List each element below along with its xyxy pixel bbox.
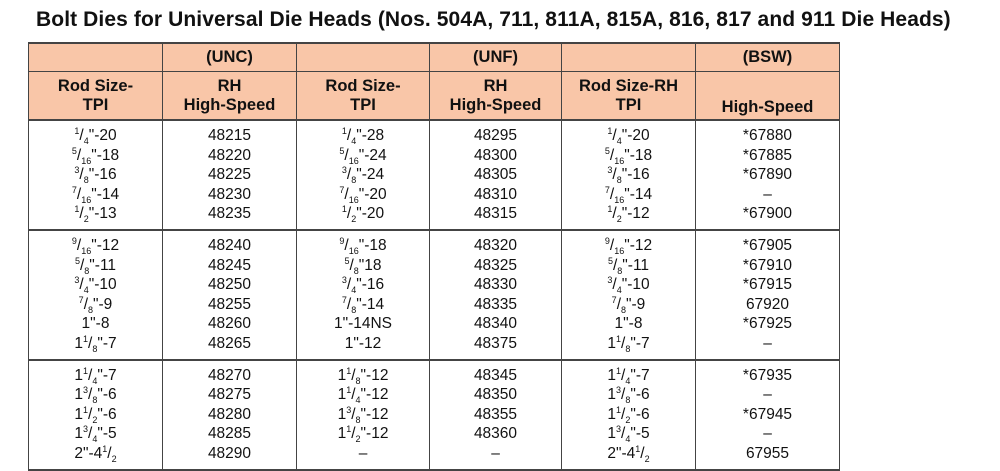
table-block-1 (29, 120, 840, 230)
cell-unf-rod-size: – (297, 444, 430, 470)
cell-unf-rod-size: 1"-14NS (297, 314, 430, 334)
cell-unc-rod-size: $^7/_8"-9$ (29, 295, 163, 315)
cell-unc-high-speed: 48250 (163, 275, 297, 295)
cell-bsw-high-speed: *67890 (696, 165, 840, 185)
cell-unc-rod-size: $^7/_{16}"-14$ (29, 185, 163, 205)
cell-unc-high-speed: 48260 (163, 314, 297, 334)
cell-unf-rod-size: $^3/_4"-16$ (297, 275, 430, 295)
cell-bsw-rod-size: $1^1/_8"-7$ (562, 334, 696, 360)
column-header-bsw-rod-size: Rod Size-RH TPI (562, 72, 696, 121)
cell-unc-high-speed: 48270 (163, 360, 297, 386)
cell-bsw-high-speed: – (696, 424, 840, 444)
cell-unf-rod-size: $1^3/_8"-12$ (297, 405, 430, 425)
cell-unc-high-speed: 48240 (163, 230, 297, 256)
cell-unc-rod-size: $^1/_4"-20$ (29, 120, 163, 146)
table-row (29, 230, 840, 256)
page-title: Bolt Dies for Universal Die Heads (Nos. 504A, 711, 811A, 815A, 816, 817 and 911 Die Heads) (36, 8, 951, 31)
table-row (29, 424, 840, 444)
cell-unc-rod-size: 1"-8 (29, 314, 163, 334)
cell-unc-high-speed: 48245 (163, 256, 297, 276)
table-row (29, 165, 840, 185)
cell-bsw-high-speed: *67885 (696, 146, 840, 166)
cell-unf-rod-size: $1^1/_2"-12$ (297, 424, 430, 444)
cell-unc-rod-size: $1^3/_4"-5$ (29, 424, 163, 444)
cell-bsw-high-speed: – (696, 185, 840, 205)
cell-unc-high-speed: 48215 (163, 120, 297, 146)
column-header-unc-high-speed: RH High-Speed (163, 72, 297, 121)
cell-unc-high-speed: 48225 (163, 165, 297, 185)
cell-bsw-rod-size: $1^3/_4"-5$ (562, 424, 696, 444)
table-row (29, 120, 840, 146)
cell-bsw-high-speed: *67945 (696, 405, 840, 425)
column-header-unf-high-speed: RH High-Speed (430, 72, 562, 121)
cell-unc-high-speed: 48265 (163, 334, 297, 360)
table-row (29, 405, 840, 425)
cell-unc-rod-size: $1^1/_4"-7$ (29, 360, 163, 386)
cell-unf-high-speed: 48375 (430, 334, 562, 360)
cell-bsw-rod-size: $1^1/_2"-6$ (562, 405, 696, 425)
table-block-3 (29, 360, 840, 470)
cell-unc-rod-size: $^9/_{16}"-12$ (29, 230, 163, 256)
table-header (29, 43, 840, 120)
cell-unf-rod-size: $^7/_{16}"-20$ (297, 185, 430, 205)
cell-unf-high-speed: 48305 (430, 165, 562, 185)
cell-unf-high-speed: 48310 (430, 185, 562, 205)
cell-bsw-high-speed: – (696, 385, 840, 405)
cell-unc-high-speed: 48290 (163, 444, 297, 470)
cell-unf-high-speed: 48355 (430, 405, 562, 425)
table-row (29, 185, 840, 205)
table-row (29, 314, 840, 334)
column-header-unf-rod-size: Rod Size- TPI (297, 72, 430, 121)
bolt-dies-table (28, 42, 840, 471)
cell-bsw-rod-size: $^1/_4"-20$ (562, 120, 696, 146)
cell-bsw-high-speed: *67900 (696, 204, 840, 230)
cell-unf-high-speed: – (430, 444, 562, 470)
cell-unf-high-speed: 48320 (430, 230, 562, 256)
cell-unf-rod-size: $^9/_{16}"-18$ (297, 230, 430, 256)
cell-unc-rod-size: $2"-4^1/_2$ (29, 444, 163, 470)
cell-bsw-rod-size: $2"-4^1/_2$ (562, 444, 696, 470)
cell-bsw-rod-size: $^1/_2"-12$ (562, 204, 696, 230)
cell-unf-rod-size: $1^1/_4"-12$ (297, 385, 430, 405)
table-row (29, 385, 840, 405)
cell-unc-rod-size: $^5/_8"-11$ (29, 256, 163, 276)
column-header-row (29, 72, 840, 121)
cell-bsw-rod-size: $^9/_{16}"-12$ (562, 230, 696, 256)
cell-bsw-high-speed: – (696, 334, 840, 360)
table-row (29, 275, 840, 295)
cell-unf-rod-size: $^3/_8"-24$ (297, 165, 430, 185)
cell-unc-high-speed: 48275 (163, 385, 297, 405)
cell-unf-rod-size: $^5/_{16}"-24$ (297, 146, 430, 166)
cell-unf-high-speed: 48330 (430, 275, 562, 295)
cell-unf-high-speed: 48325 (430, 256, 562, 276)
table-row (29, 295, 840, 315)
cell-bsw-high-speed: *67935 (696, 360, 840, 386)
column-header-bsw-high-speed: High-Speed (696, 72, 840, 121)
cell-bsw-rod-size: $1^1/_4"-7$ (562, 360, 696, 386)
cell-bsw-rod-size: $1^3/_8"-6$ (562, 385, 696, 405)
cell-bsw-high-speed: 67920 (696, 295, 840, 315)
cell-bsw-rod-size: $^7/_{16}"-14$ (562, 185, 696, 205)
cell-unf-high-speed: 48350 (430, 385, 562, 405)
cell-unf-high-speed: 48345 (430, 360, 562, 386)
cell-unc-rod-size: $1^1/_2"-6$ (29, 405, 163, 425)
cell-unc-rod-size: $1^1/_8"-7$ (29, 334, 163, 360)
cell-unc-rod-size: $1^3/_8"-6$ (29, 385, 163, 405)
cell-unc-high-speed: 48235 (163, 204, 297, 230)
cell-unc-high-speed: 48255 (163, 295, 297, 315)
cell-unc-high-speed: 48280 (163, 405, 297, 425)
cell-bsw-rod-size: $^3/_4"-10$ (562, 275, 696, 295)
cell-bsw-rod-size: $^5/_{16}"-18$ (562, 146, 696, 166)
cell-bsw-high-speed: *67925 (696, 314, 840, 334)
cell-bsw-high-speed: *67905 (696, 230, 840, 256)
cell-unc-rod-size: $^3/_8"-16$ (29, 165, 163, 185)
group-header-row (29, 43, 840, 72)
group-header-unc: (UNC) (163, 43, 297, 72)
group-header-bsw: (BSW) (696, 43, 840, 72)
table-row (29, 334, 840, 360)
cell-bsw-high-speed: *67915 (696, 275, 840, 295)
cell-unf-high-speed: 48360 (430, 424, 562, 444)
cell-unf-high-speed: 48340 (430, 314, 562, 334)
cell-unf-rod-size: $^1/_2"-20$ (297, 204, 430, 230)
cell-bsw-rod-size: $^7/_8"-9$ (562, 295, 696, 315)
cell-bsw-rod-size: 1"-8 (562, 314, 696, 334)
group-header-unf: (UNF) (430, 43, 562, 72)
cell-unc-rod-size: $^5/_{16}"-18$ (29, 146, 163, 166)
cell-unf-high-speed: 48295 (430, 120, 562, 146)
cell-unf-high-speed: 48300 (430, 146, 562, 166)
cell-unf-rod-size: 1"-12 (297, 334, 430, 360)
cell-unc-rod-size: $^1/_2"-13$ (29, 204, 163, 230)
table-row (29, 360, 840, 386)
cell-unf-high-speed: 48315 (430, 204, 562, 230)
cell-bsw-high-speed: 67955 (696, 444, 840, 470)
cell-unf-rod-size: $1^1/_8"-12$ (297, 360, 430, 386)
cell-unf-rod-size: $^5/_8"18$ (297, 256, 430, 276)
cell-unf-rod-size: $^7/_8"-14$ (297, 295, 430, 315)
table-row (29, 146, 840, 166)
cell-bsw-rod-size: $^3/_8"-16$ (562, 165, 696, 185)
cell-bsw-rod-size: $^5/_8"-11$ (562, 256, 696, 276)
table-row (29, 204, 840, 230)
table-block-2 (29, 230, 840, 360)
cell-unc-rod-size: $^3/_4"-10$ (29, 275, 163, 295)
table-row (29, 256, 840, 276)
cell-bsw-high-speed: *67910 (696, 256, 840, 276)
cell-unf-rod-size: $^1/_4"-28$ (297, 120, 430, 146)
column-header-unc-rod-size: Rod Size- TPI (29, 72, 163, 121)
cell-unc-high-speed: 48285 (163, 424, 297, 444)
cell-unc-high-speed: 48230 (163, 185, 297, 205)
cell-unf-high-speed: 48335 (430, 295, 562, 315)
cell-unc-high-speed: 48220 (163, 146, 297, 166)
cell-bsw-high-speed: *67880 (696, 120, 840, 146)
